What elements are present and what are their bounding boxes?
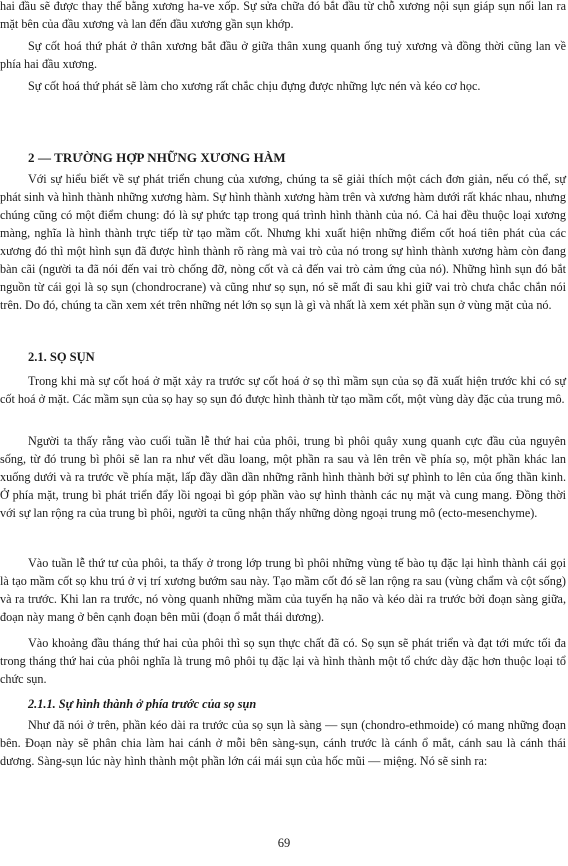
paragraph-bone-repair: hai đầu sẽ được thay thế bằng xương ha-ve xốp. Sự sửa chữa đó bắt đầu từ chỗ xương nội sụn giáp sụn nối lan ra mặt bên của đầu xương và lan đến đầu xương gần sụn khớp. [0, 0, 566, 31]
paragraph-second-month: Vào khoảng đầu tháng thứ hai của phôi thì sọ sụn thực chất đã có. Sọ sụn sẽ phát triển và đạt tới mức tối đa trong tháng thứ hai của phôi nghĩa là trung mô phôi tụ đặc lại và hình thành một tổ chức dày đặc hơn thuộc loại tổ chức sụn. [0, 636, 566, 686]
paragraph-cartilage-buds: Trong khi mà sự cốt hoá ở mặt xảy ra trước sự cốt hoá ở sọ thì mầm sụn của sọ đã xuất hiện trước khi có sự cốt hoá ở mặt. Các mầm sụn của sọ hay sọ sụn đó được hình thành từ tạo mầm cốt, một vùng dày đặc của trung mô. [0, 374, 566, 406]
paragraph-secondary-ossification: Sự cốt hoá thứ phát sẽ làm cho xương rất chắc chịu đựng được những lực nén và kéo cơ học. [28, 79, 481, 93]
subsection-heading-chondrocranium: 2.1. SỌ SỤN [28, 350, 95, 364]
paragraph-fourth-week: Vào tuần lễ thứ tư của phôi, ta thấy ở trong lớp trung bì phôi những vùng tế bào tụ đặc lại hình thành cái gọi là tạo mầm cốt sọ khu trú ở vị trí xương bướm sau này. Tạo mầm cốt đó sẽ lan rộng ra sau (vùng chẩm và cột sống) và ra trước. Khi lan ra trước, nó vòng quanh những mầm của tuyến hạ não và kéo dài ra trước bởi đoạn sàng giữa, đoạn này mang ở bên cạnh đoạn bên mũi (đoạn ổ mắt thái dương). [0, 556, 566, 624]
paragraph-diaphysis-ossification: Sự cốt hoá thứ phát ở thân xương bắt đầu ở giữa thân xung quanh ống tuỷ xương và đồng thời cũng lan về phía hai đầu xương. [0, 39, 566, 71]
subsubsection-heading-anterior: 2.1.1. Sự hình thành ở phía trước của sọ sụn [28, 697, 257, 711]
section-heading: 2 — TRƯỜNG HỢP NHỮNG XƯƠNG HÀM [28, 150, 286, 165]
page-number: 69 [277, 836, 291, 850]
paragraph-ethmoid-cartilage: Như đã nói ở trên, phần kéo dài ra trước của sọ sụn là sàng — sụn (chondro-ethmoide) có mang những đoạn bên. Đoạn này sẽ phân chia làm hai cánh ở mỗi bên sàng-sụn, cánh trước là cánh ổ mắt, cánh sau là cánh thái dương. Sàng-sụn lúc này hình thành một phần lớn cái mái sụn của hốc mũi — miệng. Nó sẽ sinh ra: [0, 718, 566, 768]
paragraph-jaw-intro: Với sự hiểu biết về sự phát triển chung của xương, chúng ta sẽ giải thích một cách đơn giản, nếu có thể, sự phát sinh và hình thành những xương hàm. Sự hình thành xương hàm trên và xương hàm dưới rất khác nhau, nhưng chúng cũng có một điểm chung: đó là sự phức tạp trong quá trình hình thành của nó. Cả hai đều thuộc loại xương màng, nghĩa là hình thành trực tiếp từ tạo mầm cốt. Nhưng khi xuất hiện những điểm cốt hoá tiên phát của các xương đó thì một hình sụn đã được hình thành rõ ràng mà vai trò của nó trong sự hình thành xương hàm còn đang bàn cãi (người ta đã nói đến vai trò chống đỡ, nòng cốt và cả đến vai trò cảm ứng của nó). Những hình sụn đó bắt nguồn từ cái gọi là sọ sụn (chondrocrane) và cũng như sọ sụn, nó sẽ mất đi sau khi giữ vai trò chưa chắc chắn nói trên. Do đó, chúng ta cần xem xét trên những nét lớn sọ sụn là gì và nhất là xem xét phần sụn ở vùng mặt của nó. [0, 172, 566, 312]
paragraph-mesoderm-spread: Người ta thấy rằng vào cuối tuần lễ thứ hai của phôi, trung bì phôi quây xung quanh cực đầu của nguyên sống, từ đó trung bì phôi sẽ lan ra như vết dầu loang, một phần ra sau và lên trên về phía sọ, một phần khác lan xuống dưới và ra trước về phía mặt, lấp đầy dần dần những rãnh hình thành bởi sự phình to lên của ống thần kinh. Ở phía mặt, trung bì phát triển đẩy lồi ngoại bì góp phần vào sự hình thành các nụ mặt và cung mang. Đồng thời với sự lan rộng ra của trung bì phôi, người ta cũng nhận thấy những dòng ngoại trung mô (ecto-mesenchyme). [0, 434, 566, 520]
